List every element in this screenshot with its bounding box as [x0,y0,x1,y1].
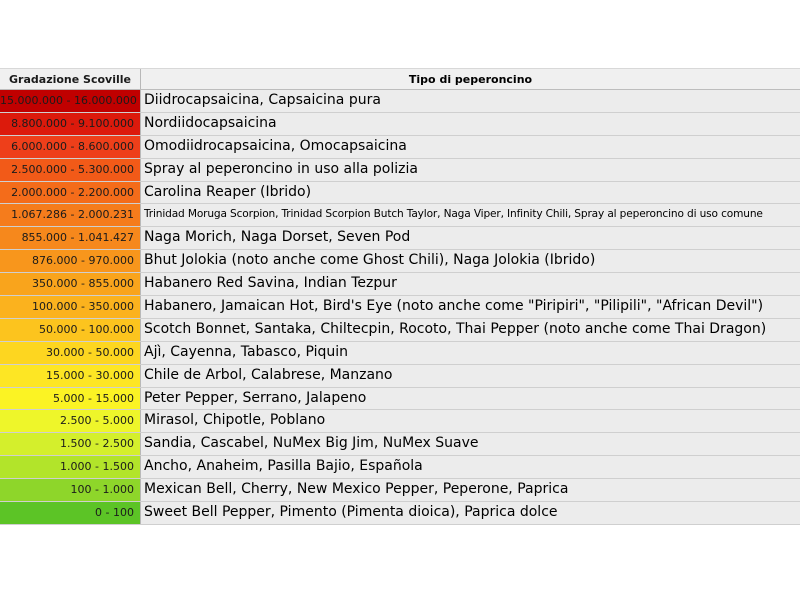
pepper-type-cell: Habanero Red Savina, Indian Tezpur [141,273,800,295]
scoville-range-cell: 1.500 - 2.500 [0,433,141,455]
scoville-range-cell: 1.067.286 - 2.000.231 [0,204,141,226]
table-row [0,388,800,411]
scoville-range-cell: 15.000.000 - 16.000.000 [0,90,141,112]
scoville-range-cell: 350.000 - 855.000 [0,273,141,295]
table-row [0,227,800,250]
pepper-type-cell: Chile de Arbol, Calabrese, Manzano [141,365,800,387]
table-row [0,273,800,296]
scoville-range-cell: 100.000 - 350.000 [0,296,141,318]
table-row [0,182,800,205]
scoville-range-cell: 2.000.000 - 2.200.000 [0,182,141,204]
scoville-range-cell: 8.800.000 - 9.100.000 [0,113,141,135]
pepper-type-cell: Naga Morich, Naga Dorset, Seven Pod [141,227,800,249]
table-row [0,410,800,433]
pepper-type-cell: Diidrocapsaicina, Capsaicina pura [141,90,800,112]
pepper-type-cell: Scotch Bonnet, Santaka, Chiltecpin, Rocoto, Thai Pepper (noto anche come Thai Dragon) [141,319,800,341]
table-row [0,479,800,502]
pepper-type-cell: Peter Pepper, Serrano, Jalapeno [141,388,800,410]
pepper-type-cell: Sweet Bell Pepper, Pimento (Pimenta dioica), Paprica dolce [141,502,800,524]
table-row [0,204,800,227]
table-row [0,342,800,365]
scoville-range-cell: 0 - 100 [0,502,141,524]
table-row [0,136,800,159]
scoville-range-cell: 2.500 - 5.000 [0,410,141,432]
table-row [0,250,800,273]
scoville-range-cell: 855.000 - 1.041.427 [0,227,141,249]
pepper-type-cell: Ajì, Cayenna, Tabasco, Piquin [141,342,800,364]
scoville-range-cell: 6.000.000 - 8.600.000 [0,136,141,158]
table-row [0,159,800,182]
table-row [0,319,800,342]
pepper-type-cell: Mexican Bell, Cherry, New Mexico Pepper, Peperone, Paprica [141,479,800,501]
header-range: Gradazione Scoville [0,69,141,89]
table-row [0,296,800,319]
table-row [0,365,800,388]
pepper-type-cell: Carolina Reaper (Ibrido) [141,182,800,204]
scoville-range-cell: 1.000 - 1.500 [0,456,141,478]
pepper-type-cell: Spray al peperoncino in uso alla polizia [141,159,800,181]
pepper-type-cell: Trinidad Moruga Scorpion, Trinidad Scorpion Butch Taylor, Naga Viper, Infinity Chili, Spray al peperoncino di uso comune [141,204,800,226]
table-row [0,456,800,479]
pepper-type-cell: Habanero, Jamaican Hot, Bird's Eye (noto anche come "Piripiri", "Pilipili", "African Devil") [141,296,800,318]
pepper-type-cell: Sandia, Cascabel, NuMex Big Jim, NuMex Suave [141,433,800,455]
scoville-range-cell: 876.000 - 970.000 [0,250,141,272]
scoville-range-cell: 100 - 1.000 [0,479,141,501]
scoville-range-cell: 5.000 - 15.000 [0,388,141,410]
scoville-range-cell: 15.000 - 30.000 [0,365,141,387]
header-type: Tipo di peperoncino [141,69,800,89]
pepper-type-cell: Ancho, Anaheim, Pasilla Bajio, Española [141,456,800,478]
scoville-range-cell: 30.000 - 50.000 [0,342,141,364]
table-row [0,502,800,525]
table-row [0,113,800,136]
table-row [0,90,800,113]
table-row [0,433,800,456]
scoville-range-cell: 2.500.000 - 5.300.000 [0,159,141,181]
table-header-row [0,68,800,90]
pepper-type-cell: Omodiidrocapsaicina, Omocapsaicina [141,136,800,158]
pepper-type-cell: Bhut Jolokia (noto anche come Ghost Chili), Naga Jolokia (Ibrido) [141,250,800,272]
pepper-type-cell: Mirasol, Chipotle, Poblano [141,410,800,432]
pepper-type-cell: Nordiidocapsaicina [141,113,800,135]
scoville-range-cell: 50.000 - 100.000 [0,319,141,341]
scoville-table [0,68,800,525]
